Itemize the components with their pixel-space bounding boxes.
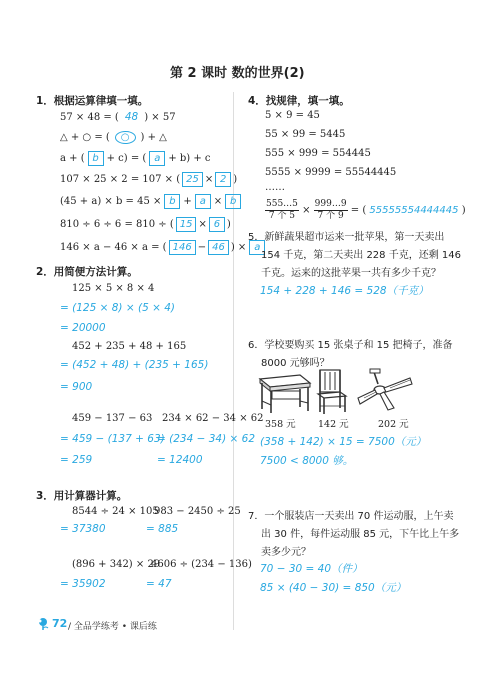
s6-line-1: 6．学校要购买 15 张桌子和 15 把椅子，准备: [248, 340, 453, 351]
s2-answer-1-line-1: = (125 × 8) × (5 × 4): [60, 302, 176, 314]
s7-line-3: 卖多少元？: [261, 547, 311, 558]
s3-answer-2: = 885: [146, 523, 179, 535]
s4-line-4: 5555 × 9999 = 55544445: [265, 167, 397, 178]
s2-answer-2-line-2: = 900: [60, 381, 93, 393]
s4-answer: 55555554444445: [369, 205, 459, 216]
s2-answer-3-line-2: = 259: [60, 454, 93, 466]
s1-row-1: 57 × 48 = ( 48 ) × 57: [60, 111, 176, 123]
s1-row3-answer-1: b: [88, 151, 104, 166]
s1-row-3: a + ( b + c) = ( a + b) + c: [60, 153, 211, 164]
s2-answer-3-line-1: = 459 − (137 + 63): [60, 433, 165, 445]
s2-question-3: 459 − 137 − 63: [72, 413, 153, 424]
page-number: 72: [52, 617, 68, 630]
s4-pattern-question: $\frac{555\dots 5}{\text{7 个 5}}$ × $\frac{999\dots 9}{\text{7 个 9}}$ = ( 55555554444445 ): [266, 199, 466, 221]
s1-row4-answer-1: 25: [182, 172, 203, 187]
s1-row5-answer-3: b: [225, 194, 241, 209]
s3-answer-1: = 37380: [60, 523, 106, 535]
s4-fraction-1: $\frac{555\dots 5}{\text{7 个 5}}$: [266, 199, 298, 221]
s7-line-1: 7．一个服装店一天卖出 70 件运动服，上午卖: [248, 511, 454, 522]
footer-book-title: / 全品学练考 • 课后练: [68, 622, 157, 632]
s7-answer-2: 85 × (40 − 30) = 850（元）: [260, 582, 407, 594]
desk-price: 358 元: [265, 419, 296, 430]
s2-answer-4-line-1: = (234 − 34) × 62: [157, 433, 256, 445]
section-3-heading: 3．用计算器计算。: [36, 490, 128, 502]
s3-answer-3: = 35902: [60, 578, 106, 590]
s1-row2-answer: ○: [115, 131, 136, 144]
s1-row-2: △ + ○ = ( ○ ) + △: [60, 132, 167, 143]
s1-row6-answer-2: 6: [209, 217, 225, 232]
section-1-heading: 1．根据运算律填一填。: [36, 95, 149, 107]
sprout-icon: [36, 617, 50, 631]
s2-question-2: 452 + 235 + 48 + 165: [72, 341, 187, 352]
s1-row-7: 146 × a − 46 × a = ( 146 − 46 ) × a: [60, 240, 268, 255]
s1-row7-answer-1: 146: [169, 240, 196, 255]
s1-row5-answer-2: a: [195, 194, 211, 209]
desk-illustration: [256, 371, 312, 415]
s7-answer-1: 70 − 30 = 40（件）: [260, 563, 363, 575]
fan-price: 202 元: [378, 419, 409, 430]
page-title: 第 2 课时 数的世界(2): [170, 66, 305, 81]
s1-row-5: (45 + a) × b = 45 × b + a × b: [60, 194, 244, 209]
s6-line-2: 8000 元够吗？: [261, 358, 330, 369]
s2-answer-1-line-2: = 20000: [60, 322, 106, 334]
s1-row5-answer-1: b: [164, 194, 180, 209]
s1-row4-answer-2: 2: [215, 172, 231, 187]
s4-line-1: 5 × 9 = 45: [265, 110, 320, 121]
ceiling-fan-illustration: [354, 368, 414, 414]
s3-question-3: (896 + 342) × 29: [72, 559, 161, 570]
s1-row1-answer: 48: [124, 111, 139, 123]
s4-line-2: 55 × 99 = 5445: [265, 129, 346, 140]
s5-line-1: 5．新鲜蔬果超市运来一批苹果，第一天卖出: [248, 232, 445, 243]
s5-line-2: 154 千克，第二天卖出 228 千克，还剩 146: [261, 250, 461, 261]
s6-answer-1: (358 + 142) × 15 = 7500（元）: [260, 436, 427, 448]
s1-row6-answer-1: 15: [176, 217, 197, 232]
s2-question-4: 234 × 62 − 34 × 62: [162, 413, 264, 424]
s5-line-3: 千克。运来的这批苹果一共有多少千克？: [261, 268, 441, 279]
s1-row-6: 810 ÷ 6 ÷ 6 = 810 ÷ ( 15 × 6 ): [60, 219, 231, 230]
chair-illustration: [314, 368, 348, 416]
s5-answer: 154 + 228 + 146 = 528（千克）: [260, 285, 429, 297]
s3-answer-4: = 47: [146, 578, 172, 590]
s4-fraction-2: $\frac{999\dots 9}{\text{7 个 9}}$: [314, 199, 347, 221]
s3-question-4: 4606 ÷ (234 − 136): [151, 559, 252, 570]
chair-price: 142 元: [318, 419, 349, 430]
s4-line-5: ……: [265, 182, 285, 193]
s6-answer-2: 7500 < 8000 够。: [260, 455, 354, 467]
section-4-heading: 4．找规律，填一填。: [248, 95, 350, 107]
s2-answer-2-line-1: = (452 + 48) + (235 + 165): [60, 359, 209, 371]
section-2-heading: 2．用简便方法计算。: [36, 266, 138, 278]
s1-row3-answer-2: a: [149, 151, 165, 166]
s3-question-2: 983 − 2450 ÷ 25: [154, 506, 241, 517]
s3-question-1: 8544 ÷ 24 × 105: [72, 506, 159, 517]
s1-row-4: 107 × 25 × 2 = 107 × ( 25 × 2 ): [60, 174, 238, 185]
s7-line-2: 出 30 件，每件运动服 85 元，下午比上午多: [261, 529, 460, 540]
s2-answer-4-line-2: = 12400: [157, 454, 203, 466]
s1-row7-answer-2: 46: [208, 240, 229, 255]
s4-line-3: 555 × 999 = 554445: [265, 148, 371, 159]
s2-question-1: 125 × 5 × 8 × 4: [72, 283, 155, 294]
s1-row7-answer-3: a: [249, 240, 265, 255]
